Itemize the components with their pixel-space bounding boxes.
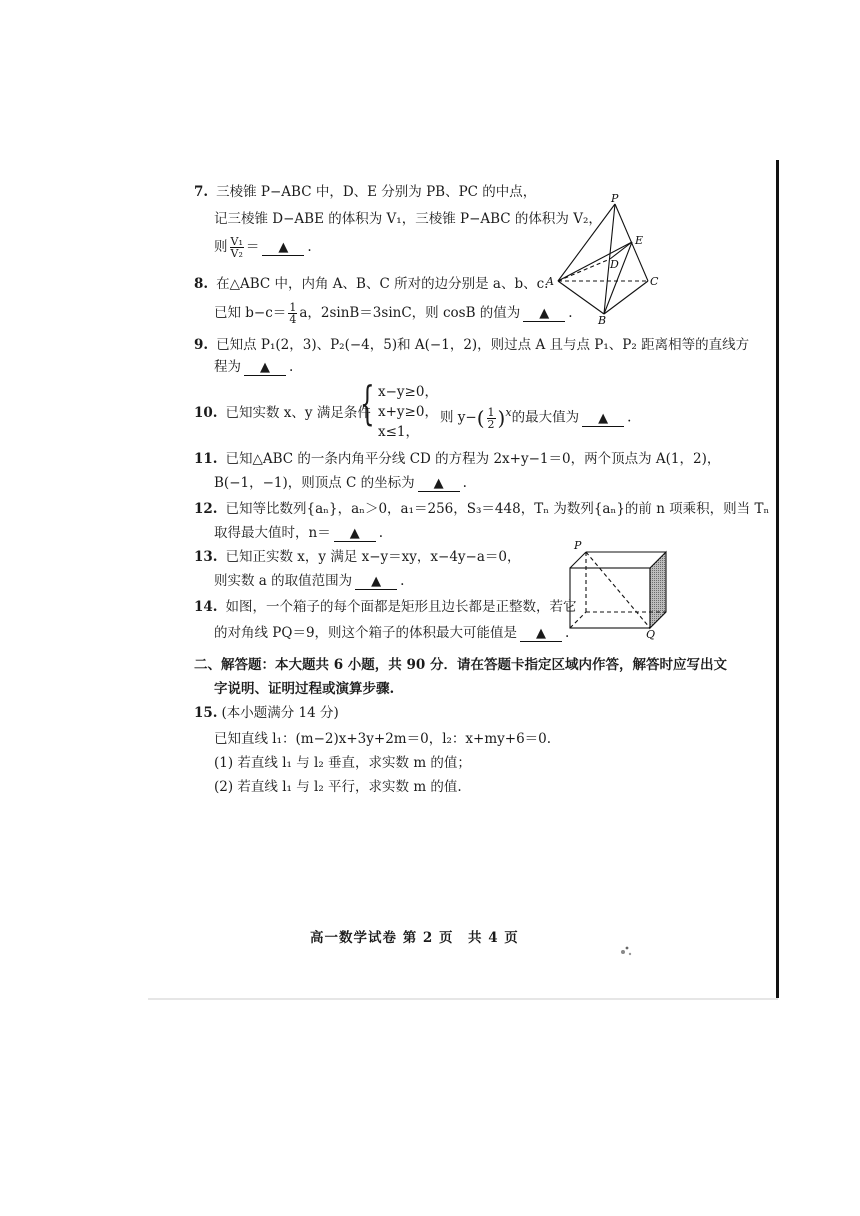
- condition-3: x≤1，: [378, 424, 420, 440]
- frac-denominator: 4: [289, 313, 297, 326]
- question-10-expression: [440, 404, 631, 430]
- text: 取得最大值时，n＝: [214, 525, 331, 541]
- section-heading: 二、解答题：本大题共 6 小题，共 90 分．请在答题卡指定区域内作答，解答时应写出文: [194, 657, 727, 673]
- question-text: 已知正实数 x，y 满足 x−y＝xy，x−4y−a＝0，: [225, 549, 521, 565]
- answer-blank: ▲: [523, 307, 565, 322]
- answer-blank: ▲: [334, 527, 376, 542]
- frac-denominator: 2: [487, 417, 495, 431]
- frac-denominator: V₂: [230, 247, 243, 260]
- ink-smudge: [615, 942, 637, 960]
- answer-blank: ▲: [582, 412, 624, 427]
- label-e: E: [635, 234, 644, 247]
- fraction: [230, 236, 244, 259]
- box-front-face: [570, 568, 650, 628]
- text: 则: [214, 239, 228, 255]
- question-number: 15.: [194, 705, 218, 721]
- question-11-line2: [214, 474, 467, 492]
- text: .: [289, 359, 294, 375]
- text: .: [378, 525, 383, 541]
- frac-numerator: 1: [487, 405, 495, 419]
- exponent: x: [505, 406, 512, 419]
- question-number: 11.: [194, 451, 218, 467]
- answer-blank: ▲: [520, 627, 562, 642]
- question-8-line1: [194, 275, 548, 293]
- label-d: D: [610, 258, 619, 271]
- label-q: Q: [646, 628, 656, 640]
- question-15-line1: 已知直线 l₁：(m−2)x+3y+2m＝0，l₂：x+my+6＝0.: [214, 731, 552, 747]
- question-15-part1: (1) 若直线 l₁ 与 l₂ 垂直，求实数 m 的值；: [214, 755, 471, 771]
- question-9-line2: [214, 358, 293, 376]
- question-text: 已知点 P₁(2，3)、P₂(−4，5)和 A(−1，2)，则过点 A 且与点 P₁、P₂ 距离相等的直线方: [216, 337, 750, 353]
- box-edge: [570, 552, 586, 568]
- question-number: 10.: [194, 405, 218, 421]
- text: 的最大值为: [511, 409, 580, 426]
- question-8-line2: [214, 302, 573, 325]
- question-14-line2: [214, 624, 569, 642]
- text: 程为: [214, 359, 241, 375]
- question-text: 三棱锥 P−ABC 中，D、E 分别为 PB、PC 的中点，: [216, 184, 537, 200]
- question-number: 7.: [194, 184, 209, 200]
- label-p: P: [611, 192, 619, 205]
- text: 则 y−: [440, 409, 477, 426]
- question-12-line1: [194, 500, 769, 518]
- page-footer: 高一数学试卷 第 2 页 共 4 页: [310, 930, 519, 946]
- text: a，2sinB＝3sinC，则 cosB 的值为: [299, 305, 521, 321]
- score-note: (本小题满分 14 分): [221, 705, 339, 721]
- condition-1: x−y≥0，: [378, 384, 438, 400]
- text: .: [568, 305, 573, 321]
- question-13-line2: [214, 572, 404, 590]
- question-7-line3: [214, 236, 312, 259]
- question-number: 12.: [194, 501, 218, 517]
- fraction: [487, 407, 496, 430]
- label-p: P: [574, 539, 582, 552]
- question-10-line: [194, 404, 371, 422]
- question-text: 如图，一个箱子的每个面都是矩形且边长都是正整数，若它: [225, 599, 577, 615]
- scan-edge-bottom: [148, 998, 778, 1000]
- question-text: 在△ABC 中，内角 A、B、C 所对的边分别是 a、b、c.: [216, 276, 549, 292]
- text: 的对角线 PQ＝9，则这个箱子的体积最大可能值是: [214, 625, 518, 641]
- text: .: [462, 475, 467, 491]
- edge-ae: [558, 242, 632, 281]
- text: .: [307, 239, 312, 255]
- scan-edge: [776, 160, 779, 998]
- question-9-line1: [194, 336, 749, 354]
- question-13-line1: [194, 548, 521, 566]
- frac-numerator: V₁: [230, 235, 243, 248]
- question-12-line2: [214, 524, 383, 542]
- answer-blank: ▲: [262, 241, 304, 256]
- condition-2: x+y≥0，: [378, 404, 438, 420]
- question-text: 已知实数 x、y 满足条件: [225, 405, 371, 421]
- diagonal-pq: [586, 552, 650, 628]
- box-side-face: [650, 552, 666, 628]
- question-14-line1: [194, 598, 577, 616]
- question-7-line1: [194, 183, 536, 201]
- text: .: [400, 573, 405, 589]
- question-11-line1: [194, 450, 720, 468]
- question-15-score: [194, 704, 339, 722]
- text: ＝: [245, 239, 260, 255]
- paren-left: (: [476, 406, 485, 430]
- question-number: 13.: [194, 549, 218, 565]
- text: B(−1，−1)，则顶点 C 的坐标为: [214, 475, 415, 491]
- text: 已知 b−c＝: [214, 305, 287, 321]
- text: .: [627, 409, 632, 426]
- question-15-part2: (2) 若直线 l₁ 与 l₂ 平行，求实数 m 的值.: [214, 779, 462, 795]
- frac-numerator: 1: [289, 301, 297, 314]
- answer-blank: ▲: [244, 361, 286, 376]
- question-number: 14.: [194, 599, 218, 615]
- figure-box: [560, 538, 676, 640]
- label-b: B: [598, 314, 607, 326]
- answer-blank: ▲: [355, 575, 397, 590]
- section-heading-line2: 字说明、证明过程或演算步骤.: [214, 681, 395, 697]
- question-number: 9.: [194, 337, 209, 353]
- fraction: [288, 302, 297, 325]
- brace-symbol: {: [360, 376, 375, 430]
- text: 则实数 a 的取值范围为: [214, 573, 353, 589]
- question-text: 已知等比数列{aₙ}，aₙ＞0，a₁＝256，S₃＝448，Tₙ 为数列{aₙ}的前 n 项乘积，则当 Tₙ: [225, 501, 770, 517]
- paren-right: ): [497, 406, 506, 430]
- question-number: 8.: [194, 276, 209, 292]
- answer-blank: ▲: [418, 477, 460, 492]
- question-text: 已知△ABC 的一条内角平分线 CD 的方程为 2x+y−1＝0，两个顶点为 A(1，2)，: [225, 451, 721, 467]
- label-a: A: [546, 275, 554, 288]
- question-7-line2: 记三棱锥 D−ABE 的体积为 V₁，三棱锥 P−ABC 的体积为 V₂，: [214, 211, 602, 227]
- label-c: C: [650, 275, 659, 288]
- text: .: [565, 625, 570, 641]
